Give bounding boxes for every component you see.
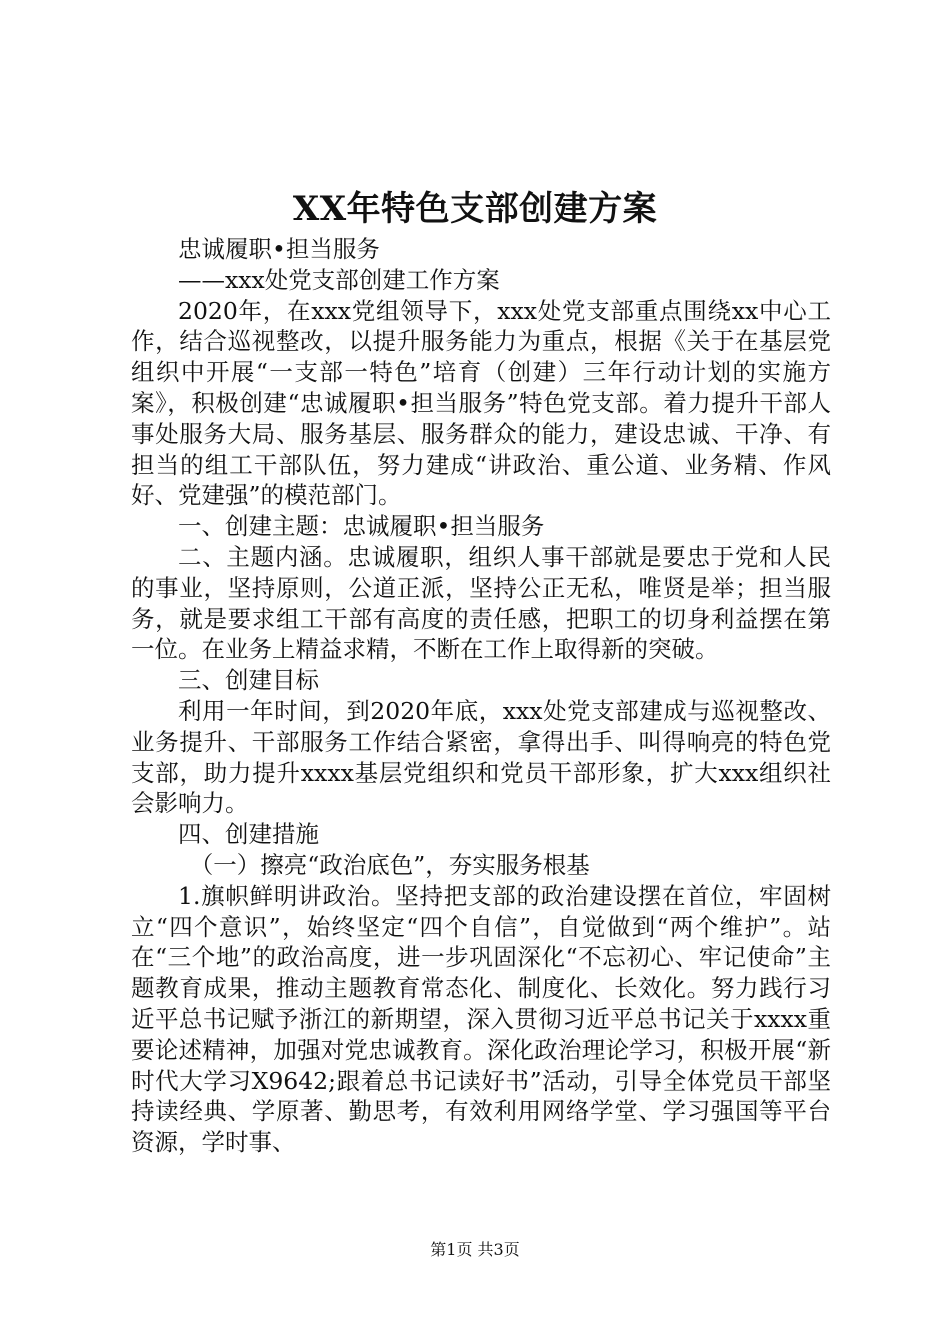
document-title: XX年特色支部创建方案 <box>292 189 658 229</box>
section-heading-goal: 三、创建目标 <box>178 666 319 695</box>
section-heading-measures: 四、创建措施 <box>178 820 319 849</box>
goal-paragraph: 利用一年时间，到2020年底，xxx处党支部建成与巡视整改、业务提升、干部服务工作结合紧密，拿得出手、叫得响亮的特色党支部，助力提升xxxx基层党组织和党员干部形象，扩大xxx组织社会影响力。 <box>131 696 831 818</box>
subtitle-theme: 忠诚履职•担当服务 <box>178 235 380 263</box>
measure-paragraph-1: 1.旗帜鲜明讲政治。坚持把支部的政治建设摆在首位，牢固树立“四个意识”，始终坚定“四个自信”，自觉做到“两个维护”。站在“三个地”的政治高度，进一步巩固深化“不忘初心、牢记使命”主题教育成果，推动主题教育常态化、制度化、长效化。努力践行习近平总书记赋予浙江的新期望，深入贯彻习近平总书记关于xxxx重要论述精神，加强对党忠诚教育。深化政治理论学习，积极开展“新时代大学习X9642;跟着总书记读好书”活动，引导全体党员干部坚持读经典、学原著、勤思考，有效利用网络学堂、学习强国等平台资源，学时事、 <box>131 881 831 1157</box>
intro-paragraph: 2020年，在xxx党组领导下，xxx处党支部重点围绕xx中心工作，结合巡视整改，以提升服务能力为重点，根据《关于在基层党组织中开展“一支部一特色”培育（创建）三年行动计划的实施方案》，积极创建“忠诚履职•担当服务”特色党支部。着力提升干部人事处服务大局、服务基层、服务群众的能力，建设忠诚、干净、有担当的组工干部队伍，努力建成“讲政治、重公道、业务精、作风好、党建强”的模范部门。 <box>131 296 831 510</box>
document-body <box>131 234 831 1158</box>
page-footer: 第1页 共3页 <box>430 1240 520 1259</box>
subsection-heading-1: （一）擦亮“政治底色”，夯实服务根基 <box>189 850 590 879</box>
theme-connotation-paragraph: 二、主题内涵。忠诚履职，组织人事干部就是要忠于党和人民的事业，坚持原则，公道正派，坚持公正无私，唯贤是举；担当服务，就是要求组工干部有高度的责任感，把职工的切身利益摆在第一位。在业务上精益求精，不断在工作上取得新的突破。 <box>131 542 831 664</box>
subtitle-plan: ——xxx处党支部创建工作方案 <box>178 265 500 294</box>
section-heading-theme: 一、创建主题：忠诚履职•担当服务 <box>178 512 545 541</box>
